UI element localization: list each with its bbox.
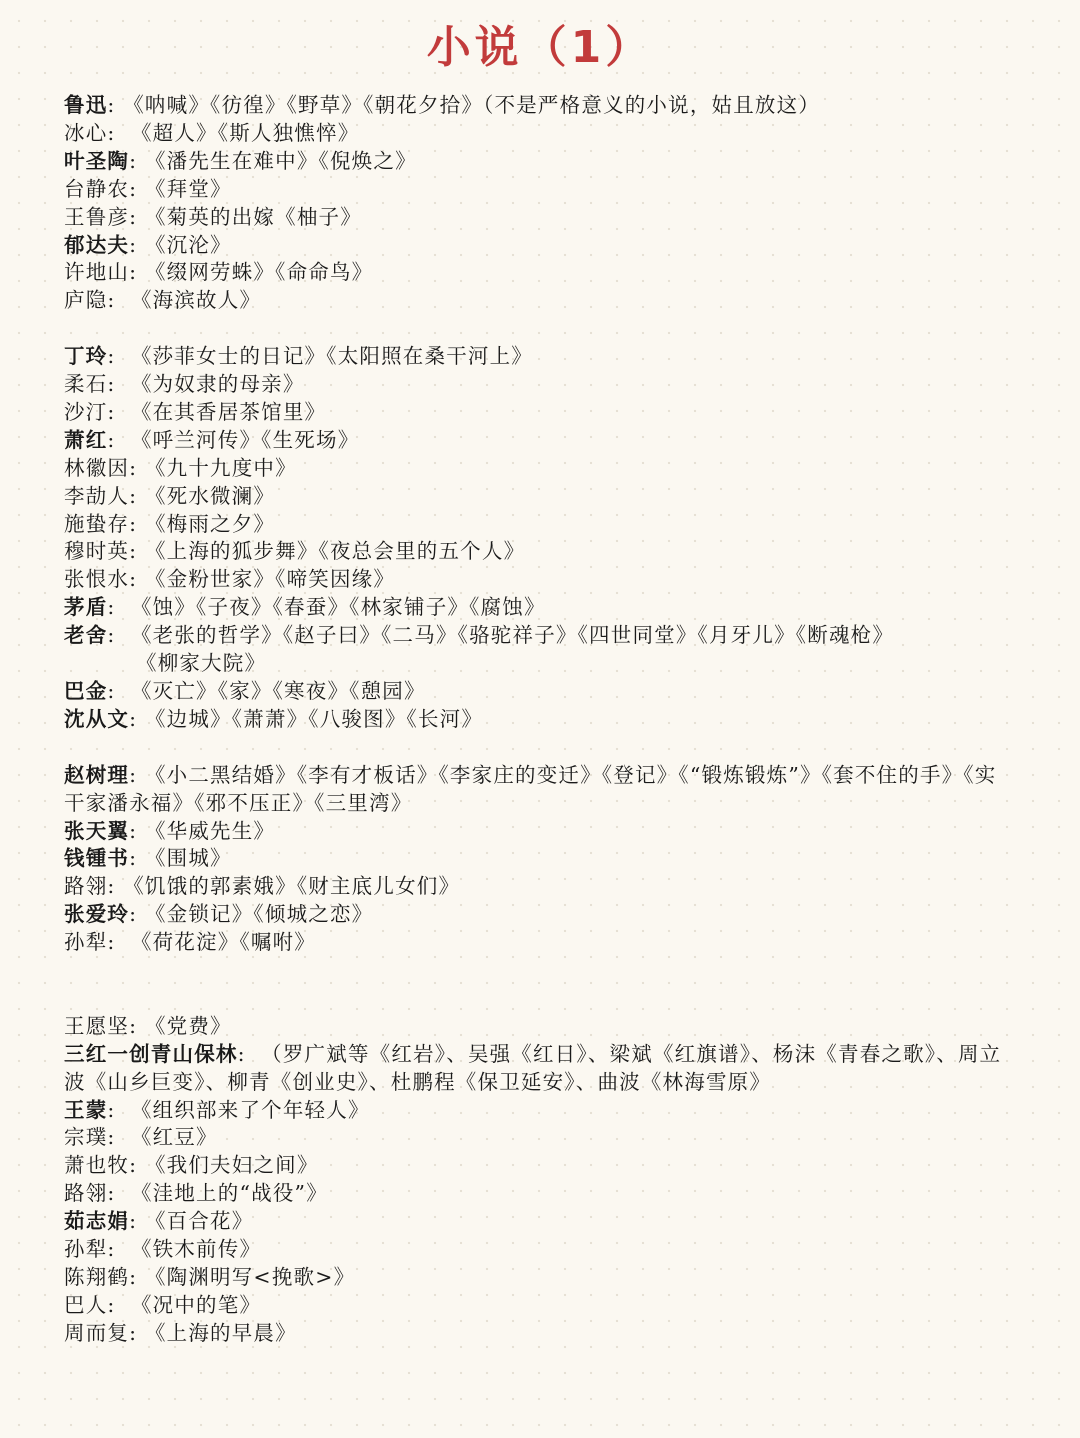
list-item-continuation: [64, 650, 1014, 678]
list-item: [64, 1097, 1014, 1125]
list-item: [64, 873, 1014, 901]
separator: :: [237, 1041, 262, 1066]
separator: :: [107, 1292, 131, 1317]
author-name: 许地山: [64, 260, 130, 285]
separator: :: [129, 706, 145, 731]
works: 《呼兰河传》《生死场》: [130, 427, 360, 452]
separator: :: [129, 483, 145, 508]
separator: :: [129, 818, 145, 843]
works: 《百合花》: [144, 1209, 254, 1234]
works: 《灭亡》《家》《寒夜》《憩园》: [130, 679, 426, 704]
works: 《我们夫妇之间》: [144, 1153, 319, 1178]
list-item: [64, 455, 1014, 483]
author-name: 张恨水: [64, 567, 130, 592]
author-name: 路翎: [64, 1181, 108, 1206]
works: 《莎菲女士的日记》《太阳照在桑干河上》: [130, 344, 534, 369]
separator: :: [129, 539, 145, 564]
list-item: [64, 287, 1014, 315]
list-item: [64, 1264, 1014, 1292]
list-item: [64, 427, 1014, 455]
works: 《呐喊》《彷徨》《野草》《朝花夕拾》（不是严格意义的小说，姑且放这）: [123, 93, 821, 117]
list-item: [64, 204, 1014, 232]
list-item: [64, 399, 1014, 427]
list-item: [64, 901, 1014, 929]
list-item: [64, 1320, 1014, 1348]
list-item: [64, 818, 1014, 846]
separator: :: [107, 1125, 131, 1150]
separator: :: [129, 762, 145, 787]
list-item: [64, 622, 1014, 650]
works: 《饥饿的郭素娥》《财主底儿女们》: [123, 874, 461, 899]
author-name: 鲁迅: [64, 93, 108, 117]
author-name: 张爱玲: [64, 902, 130, 927]
list-item: [64, 1208, 1014, 1236]
separator: :: [129, 204, 145, 229]
author-name: 萧红: [64, 427, 108, 452]
separator: :: [107, 120, 131, 145]
works: 《金锁记》《倾城之恋》: [144, 902, 374, 927]
works: 《死水微澜》: [144, 483, 276, 508]
list-item: [64, 1292, 1014, 1320]
works: 《蚀》《子夜》《春蚕》《林家铺子》《腐蚀》: [130, 595, 546, 620]
separator: :: [129, 846, 145, 871]
list-item: [64, 762, 1014, 818]
section-gap: [64, 957, 1014, 1013]
author-name: 孙犁: [64, 1237, 108, 1262]
separator: :: [107, 679, 131, 704]
list-item: [64, 706, 1014, 734]
author-name: 茅盾: [64, 595, 108, 620]
list-item: [64, 148, 1014, 176]
separator: :: [107, 930, 131, 955]
separator: :: [107, 1097, 131, 1122]
works: 《海滨故人》: [130, 288, 262, 313]
author-name: 王鲁彦: [64, 204, 130, 229]
works: 《华威先生》: [144, 818, 276, 843]
author-name: 王愿坚: [64, 1013, 130, 1038]
separator: :: [107, 1181, 131, 1206]
separator: :: [107, 93, 124, 117]
works: 《党费》: [144, 1013, 232, 1038]
author-name: 冰心: [64, 120, 108, 145]
separator: :: [129, 148, 145, 173]
separator: :: [129, 1209, 145, 1234]
author-name: 台静农: [64, 176, 130, 201]
author-name: 沙汀: [64, 399, 108, 424]
separator: :: [107, 623, 131, 648]
entry-list: [64, 92, 1014, 1348]
separator: :: [129, 1153, 145, 1178]
separator: :: [129, 176, 145, 201]
section-gap: [64, 734, 1014, 762]
page-title: 小说（1）: [426, 22, 654, 73]
list-item: [64, 1180, 1014, 1208]
list-item: [64, 845, 1014, 873]
list-item: [64, 929, 1014, 957]
author-name: 萧也牧: [64, 1153, 130, 1178]
author-name: 巴金: [64, 679, 108, 704]
list-item: [64, 92, 1014, 120]
works: 《柳家大院》: [136, 651, 267, 676]
author-name: 路翎: [64, 874, 108, 899]
list-item: [64, 678, 1014, 706]
author-name: 赵树理: [64, 762, 130, 787]
works: 《红豆》: [130, 1125, 218, 1150]
works: 《况中的笔》: [130, 1292, 262, 1317]
author-name: 叶圣陶: [64, 148, 130, 173]
list-item: [64, 511, 1014, 539]
author-name: 施蛰存: [64, 511, 130, 536]
separator: :: [107, 372, 131, 397]
works: 《小二黑结婚》《李有才板话》《李家庄的变迁》《登记》《“锻炼锻炼”》《套不住的手》《实干家潘永福》《邪不压正》《三里湾》: [64, 762, 997, 815]
list-item: [64, 176, 1014, 204]
author-name: 巴人: [64, 1292, 108, 1317]
works: 《梅雨之夕》: [144, 511, 276, 536]
list-item: [64, 538, 1014, 566]
works: （罗广斌等《红岩》、吴强《红日》、梁斌《红旗谱》、杨沫《青春之歌》、周立波《山乡巨变》、柳青《创业史》、杜鹏程《保卫延安》、曲波《林海雪原》: [64, 1041, 1002, 1094]
separator: :: [107, 1237, 131, 1262]
author-name: 张天翼: [64, 818, 130, 843]
list-item: [64, 259, 1014, 287]
works: 《金粉世家》《啼笑因缘》: [144, 567, 396, 592]
separator: :: [107, 427, 131, 452]
author-name: 穆时英: [64, 539, 130, 564]
separator: :: [129, 1013, 145, 1038]
works: 《九十九度中》: [144, 455, 297, 480]
separator: :: [107, 344, 131, 369]
works: 《铁木前传》: [130, 1237, 262, 1262]
works: 《在其香居茶馆里》: [130, 399, 327, 424]
works: 《边城》《萧萧》《八骏图》《长河》: [144, 706, 484, 731]
list-item: [64, 232, 1014, 260]
author-name: 老舍: [64, 623, 108, 648]
author-name: 陈翔鹤: [64, 1265, 130, 1290]
author-name: 丁玲: [64, 344, 108, 369]
list-item: [64, 1152, 1014, 1180]
separator: :: [129, 567, 145, 592]
works: 《陶渊明写<挽歌>》: [144, 1265, 356, 1290]
works: 《沉沦》: [144, 232, 232, 257]
separator: :: [129, 511, 145, 536]
works: 《组织部来了个年轻人》: [130, 1097, 370, 1122]
list-item: [64, 566, 1014, 594]
list-item: [64, 483, 1014, 511]
author-name: 周而复: [64, 1320, 130, 1345]
author-name: 李劼人: [64, 483, 130, 508]
works: 《上海的早晨》: [144, 1320, 297, 1345]
works: 《上海的狐步舞》《夜总会里的五个人》: [144, 539, 526, 564]
author-name: 宗璞: [64, 1125, 108, 1150]
works: 《潘先生在难中》《倪焕之》: [144, 148, 417, 173]
list-item: [64, 371, 1014, 399]
author-name: 庐隐: [64, 288, 108, 313]
list-item: [64, 1236, 1014, 1264]
separator: :: [129, 260, 145, 285]
works: 《洼地上的“战役”》: [130, 1181, 328, 1206]
separator: :: [107, 874, 124, 899]
author-name: 钱锺书: [64, 846, 130, 871]
separator: :: [107, 288, 131, 313]
works: 《围城》: [144, 846, 232, 871]
separator: :: [107, 399, 131, 424]
section-gap: [64, 315, 1014, 343]
author-name: 三红一创青山保林: [64, 1041, 238, 1066]
works: 《菊英的出嫁《柚子》: [144, 204, 362, 229]
list-item: [64, 343, 1014, 371]
author-name: 柔石: [64, 372, 108, 397]
author-name: 林徽因: [64, 455, 130, 480]
works: 《拜堂》: [144, 176, 232, 201]
separator: :: [129, 232, 145, 257]
separator: :: [129, 1320, 145, 1345]
separator: :: [129, 1265, 145, 1290]
works: 《为奴隶的母亲》: [130, 372, 305, 397]
author-name: 郁达夫: [64, 232, 130, 257]
list-item: [64, 594, 1014, 622]
list-item: [64, 1124, 1014, 1152]
separator: :: [107, 595, 131, 620]
author-name: 孙犁: [64, 930, 108, 955]
works: 《缀网劳蛛》《命命鸟》: [144, 260, 374, 285]
list-item: [64, 1041, 1014, 1097]
works: 《超人》《斯人独憔悴》: [130, 120, 360, 145]
list-item: [64, 120, 1014, 148]
separator: :: [129, 902, 145, 927]
author-name: 王蒙: [64, 1097, 108, 1122]
list-item: [64, 1013, 1014, 1041]
separator: :: [129, 455, 145, 480]
author-name: 沈从文: [64, 706, 130, 731]
works: 《荷花淀》《嘱咐》: [130, 930, 317, 955]
author-name: 茹志娟: [64, 1209, 130, 1234]
works: 《老张的哲学》《赵子曰》《二马》《骆驼祥子》《四世同堂》《月牙儿》《断魂枪》: [130, 623, 895, 648]
